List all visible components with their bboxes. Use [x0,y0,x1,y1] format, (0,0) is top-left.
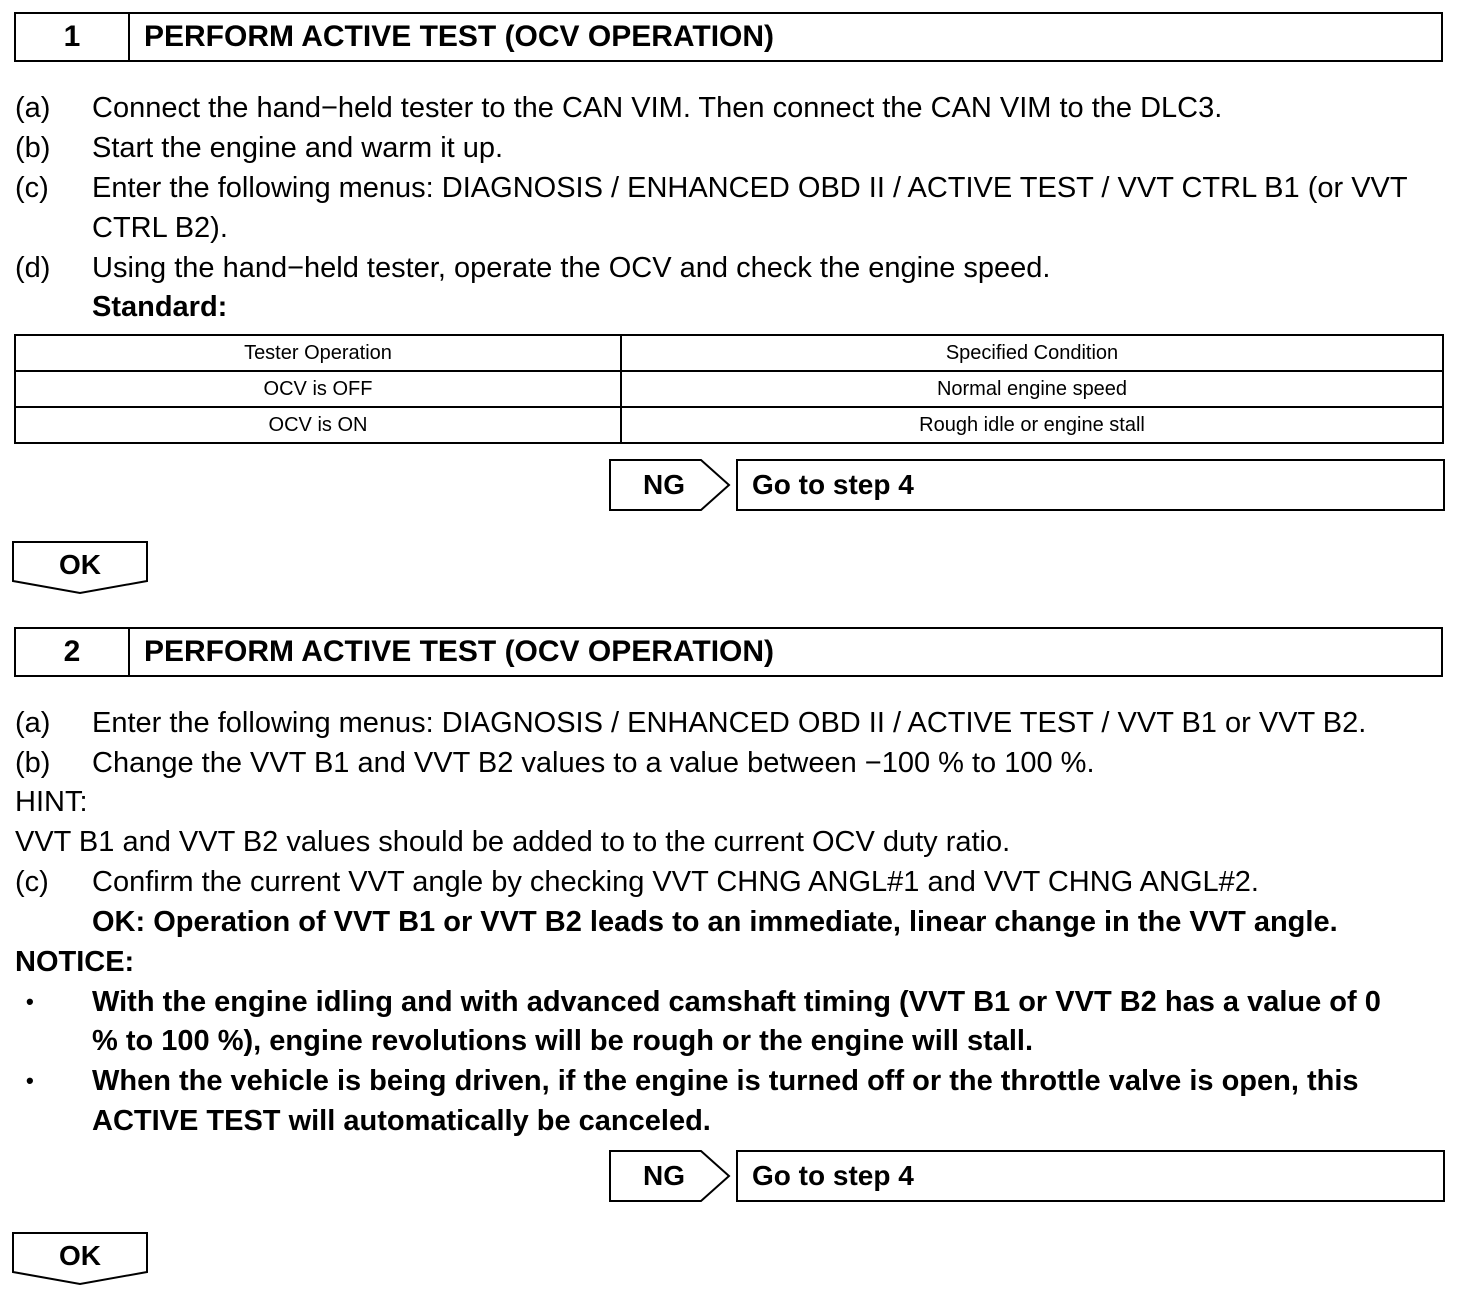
item-text: Enter the following menus: DIAGNOSIS / ENHANCED OBD II / ACTIVE TEST / VVT B1 or VVT B2. [92,707,1367,739]
item-label: (d) [15,252,51,284]
step-2-header [14,627,1443,677]
table-header-specified-condition: Specified Condition [621,335,1443,371]
item-label: (b) [15,132,51,164]
step-1-ng-branch [609,459,1445,511]
notice-text: With the engine idling and with advanced camshaft timing (VVT B1 or VVT B2 has a value of 0 [92,986,1381,1018]
table-cell: Rough idle or engine stall [621,407,1443,443]
item-text: Using the hand−held tester, operate the OCV and check the engine speed. [92,252,1051,284]
step-1-number: 1 [16,14,130,60]
item-text: Enter the following menus: DIAGNOSIS / ENHANCED OBD II / ACTIVE TEST / VVT CTRL B1 (or VVT [92,172,1408,204]
notice-text: When the vehicle is being driven, if the engine is turned off or the throttle valve is open, this [92,1065,1359,1097]
table-header-row [15,335,1443,371]
table-cell: OCV is OFF [15,371,621,407]
table-row [15,371,1443,407]
ok-label: OK [59,549,101,580]
step-1-ok-branch [12,541,152,597]
step-2-ok-branch [12,1232,152,1288]
go-to-step-link[interactable]: Go to step 4 [736,459,1445,511]
go-to-step-link[interactable]: Go to step 4 [736,1150,1445,1202]
standard-label: Standard: [92,291,228,323]
table-cell: OCV is ON [15,407,621,443]
step-2-title: PERFORM ACTIVE TEST (OCV OPERATION) [144,635,775,668]
item-text: Start the engine and warm it up. [92,132,504,164]
step-2-number: 2 [16,629,130,675]
item-label: (a) [15,92,51,124]
item-label: (c) [15,866,49,898]
hint-label: HINT: [15,786,88,818]
notice-text-continued: % to 100 %), engine revolutions will be rough or the engine will stall. [92,1025,1034,1057]
ok-result-text: OK: Operation of VVT B1 or VVT B2 leads to an immediate, linear change in the VVT angle. [92,906,1338,938]
item-text: Connect the hand−held tester to the CAN VIM. Then connect the CAN VIM to the DLC3. [92,92,1223,124]
item-label: (a) [15,707,51,739]
table-cell: Normal engine speed [621,371,1443,407]
spec-table [14,334,1444,444]
item-text-continued: CTRL B2). [92,212,228,244]
bullet-icon: • [26,989,34,1014]
item-label: (b) [15,747,51,779]
notice-text-continued: ACTIVE TEST will automatically be canceled. [92,1105,711,1137]
item-text: Change the VVT B1 and VVT B2 values to a value between −100 % to 100 %. [92,747,1095,779]
table-header-tester-operation: Tester Operation [15,335,621,371]
bullet-icon: • [26,1068,34,1093]
ng-label: NG [643,469,685,500]
step-1-header [14,12,1443,62]
item-text: Confirm the current VVT angle by checking VVT CHNG ANGL#1 and VVT CHNG ANGL#2. [92,866,1259,898]
table-row [15,407,1443,443]
step-1-title: PERFORM ACTIVE TEST (OCV OPERATION) [144,20,775,53]
ok-label: OK [59,1240,101,1271]
item-label: (c) [15,172,49,204]
notice-label: NOTICE: [15,946,135,978]
hint-text: VVT B1 and VVT B2 values should be added to to the current OCV duty ratio. [15,826,1011,858]
step-2-ng-branch [609,1150,1445,1202]
ng-label: NG [643,1160,685,1191]
